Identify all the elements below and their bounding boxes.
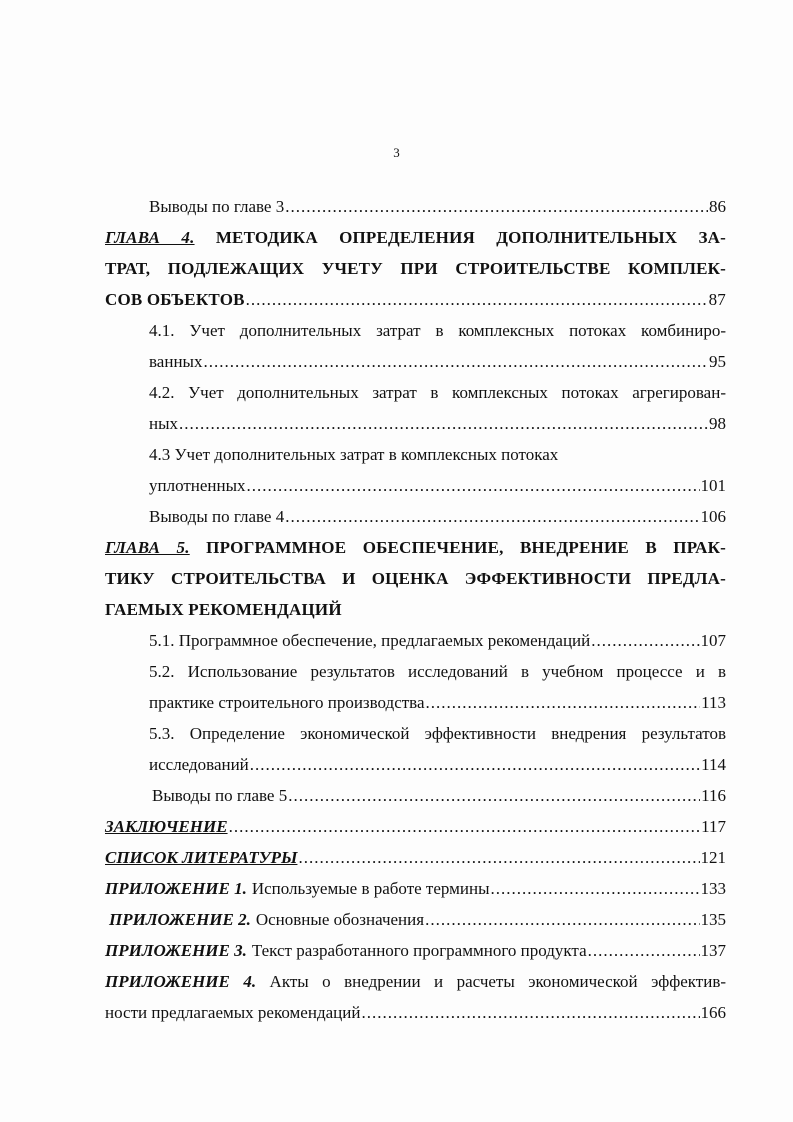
toc-entry-page: 121 [700,848,726,867]
toc-entry-label-end: исследований [149,755,249,774]
toc-entry-conclusions-ch3 [105,191,726,222]
appendix-label: ПРИЛОЖЕНИЕ 2. [109,910,251,929]
toc-entry-label: 5.3. Определение экономической эффективности внедрения результатов [149,724,726,743]
toc-entry-label-end: практике строительного производства [149,693,425,712]
toc-entry-label: 5.1. Программное обеспечение, предлагаемых рекомендаций [149,631,591,650]
toc-entry-label: ЗАКЛЮЧЕНИЕ [105,817,228,836]
dot-leader [246,284,708,315]
toc-entry-5-3-line1 [105,718,726,749]
table-of-contents [105,191,726,1028]
toc-entry-page: 137 [700,941,726,960]
toc-entry-page: 133 [700,879,726,898]
toc-entry-page: 95 [709,352,726,371]
toc-entry-appendix4-line1 [105,966,726,997]
toc-entry-label: 5.2. Использование результатов исследований в учебном процессе и в [149,662,726,681]
toc-entry-label: СПИСОК ЛИТЕРАТУРЫ [105,848,298,867]
toc-entry-page: 101 [700,476,726,495]
toc-entry-label-wrap [105,935,587,966]
toc-entry-appendix2 [105,904,726,935]
toc-entry-appendix3 [105,935,726,966]
dot-leader [426,687,701,718]
toc-entry-page: 166 [700,1003,726,1022]
dot-leader [229,811,701,842]
toc-entry-page: 135 [700,910,726,929]
toc-entry-label: 4.2. Учет дополнительных затрат в комплексных потоках агрегирован- [149,383,726,402]
toc-entry-label-end: ванных [149,352,203,371]
toc-entry-5-1 [105,625,726,656]
toc-entry-page: 106 [700,507,726,526]
appendix-label: ПРИЛОЖЕНИЕ 1. [105,879,247,898]
dot-leader [591,625,699,656]
toc-entry-page: 114 [701,755,726,774]
toc-entry-conclusion [105,811,726,842]
toc-entry-5-3-line2 [105,749,726,780]
dot-leader [425,904,699,935]
toc-entry-label: Выводы по главе 4 [149,507,285,526]
chapter-label: ГЛАВА 4. [105,228,195,247]
dot-leader [588,935,700,966]
toc-entry-label-wrap [105,873,490,904]
dot-leader [247,470,700,501]
page-number: 3 [393,145,400,160]
toc-entry-label-end: ных [149,414,179,433]
dot-leader [285,191,708,222]
chapter-label: ГЛАВА 5. [105,538,190,557]
toc-entry-4-1-line1 [105,315,726,346]
chapter-title-continued: ТРАТ, ПОДЛЕЖАЩИХ УЧЕТУ ПРИ СТРОИТЕЛЬСТВЕ КОМПЛЕК- [105,259,726,278]
dot-leader [288,780,700,811]
toc-entry-page: 117 [701,817,726,836]
toc-entry-appendix1 [105,873,726,904]
toc-entry-label: Выводы по главе 3 [149,197,285,216]
toc-entry-4-2-line1 [105,377,726,408]
appendix-text: Основные обозначения [255,910,425,929]
toc-entry-page: 98 [709,414,726,433]
toc-entry-4-3-line1 [105,439,726,470]
dot-leader [361,997,699,1028]
toc-chapter4-line1 [105,222,726,253]
chapter-title-end: ГАЕМЫХ РЕКОМЕНДАЦИЙ [105,600,342,619]
toc-entry-label-wrap [109,904,424,935]
dot-leader [285,501,699,532]
toc-entry-page: 107 [700,631,726,650]
dot-leader [250,749,700,780]
toc-entry-label: 4.1. Учет дополнительных затрат в комплексных потоках комбиниро- [149,321,726,340]
toc-entry-label: Выводы по главе 5 [152,786,288,805]
toc-entry-label: 4.3 Учет дополнительных затрат в комплексных потоках [149,445,559,464]
toc-entry-label-end: ности предлагаемых рекомендаций [105,1003,361,1022]
toc-entry-label-end: уплотненных [149,476,246,495]
toc-entry-page: 86 [709,197,726,216]
dot-leader [203,346,708,377]
dot-leader [491,873,700,904]
toc-chapter5-line3 [105,594,726,625]
toc-entry-page: 116 [701,786,726,805]
toc-entry-4-3-line2 [105,470,726,501]
appendix-text: Акты о внедрении и расчеты экономической эффектив- [269,972,727,991]
dot-leader [298,842,699,873]
toc-entry-4-1-line2 [105,346,726,377]
toc-entry-conclusions-ch4 [105,501,726,532]
appendix-label: ПРИЛОЖЕНИЕ 3. [105,941,247,960]
toc-entry-conclusions-ch5 [105,780,726,811]
appendix-label: ПРИЛОЖЕНИЕ 4. [105,972,257,991]
toc-entry-page: 87 [708,290,726,309]
toc-chapter5-line2 [105,563,726,594]
toc-chapter4-line2 [105,253,726,284]
toc-entry-5-2-line1 [105,656,726,687]
chapter-title: МЕТОДИКА ОПРЕДЕЛЕНИЯ ДОПОЛНИТЕЛЬНЫХ ЗА- [215,228,726,247]
toc-chapter5-line1 [105,532,726,563]
dot-leader [179,408,708,439]
toc-entry-appendix4-line2 [105,997,726,1028]
appendix-text: Текст разработанного программного продукта [251,941,587,960]
appendix-text: Используемые в работе термины [251,879,490,898]
chapter-title-continued: ТИКУ СТРОИТЕЛЬСТВА И ОЦЕНКА ЭФФЕКТИВНОСТИ ПРЕДЛА- [105,569,726,588]
toc-entry-4-2-line2 [105,408,726,439]
toc-chapter4-line3 [105,284,726,315]
chapter-title: ПРОГРАММНОЕ ОБЕСПЕЧЕНИЕ, ВНЕДРЕНИЕ В ПРАК- [206,538,727,557]
toc-entry-references [105,842,726,873]
toc-entry-page: 113 [701,693,726,712]
toc-entry-5-2-line2 [105,687,726,718]
chapter-title-end: СОВ ОБЪЕКТОВ [105,290,245,309]
